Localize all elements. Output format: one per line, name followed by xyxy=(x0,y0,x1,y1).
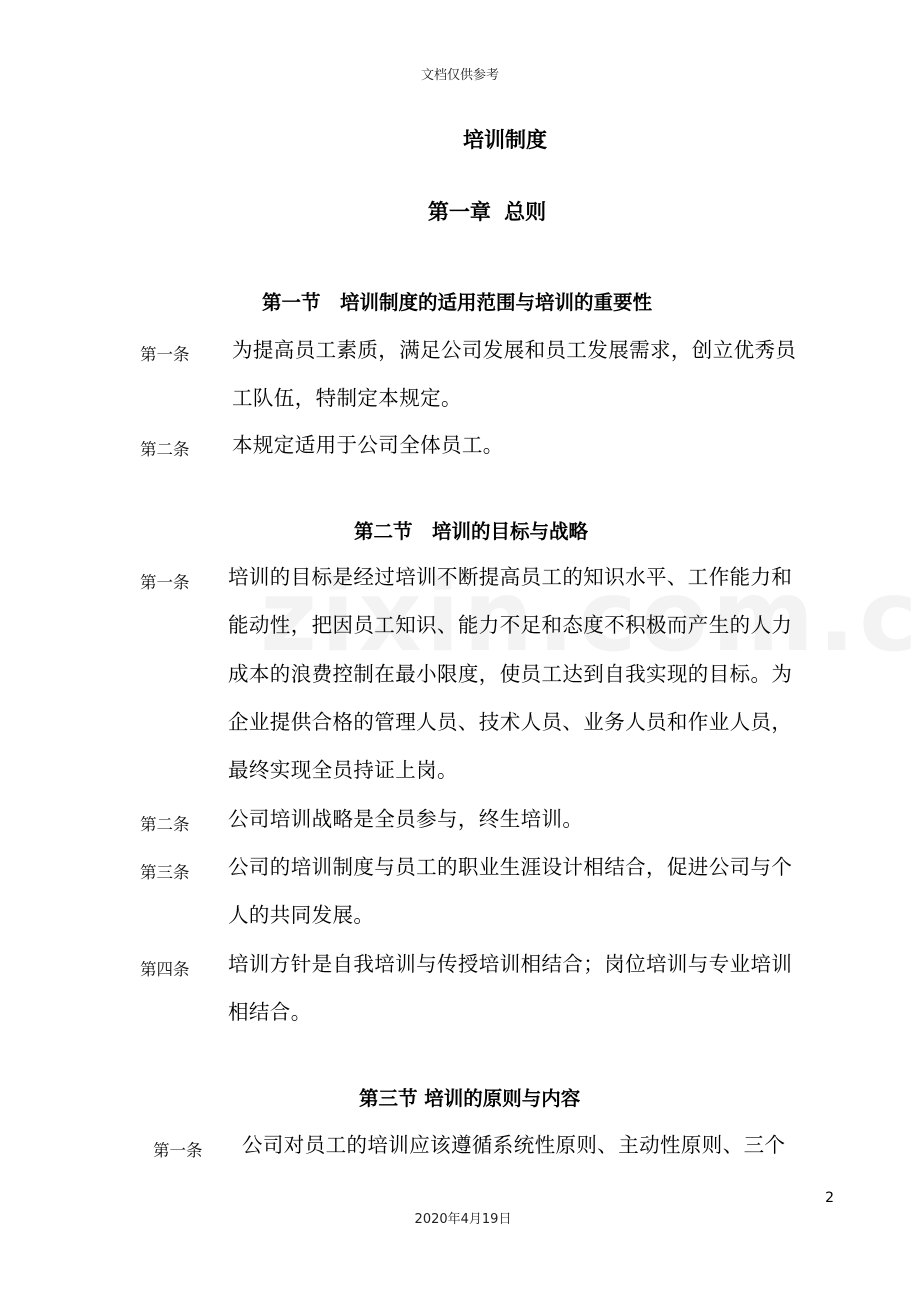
article-label: 第一条 xyxy=(140,573,190,592)
article-text-line: 能动性，把因员工知识、能力不足和态度不积极而产生的人力 xyxy=(228,613,793,637)
article-label: 第四条 xyxy=(140,960,190,979)
article-text-line: 为提高员工素质，满足公司发展和员工发展需求，创立优秀员 xyxy=(232,338,797,362)
article-text-line: 本规定适用于公司全体员工。 xyxy=(232,433,504,457)
page-footer: 2020年4月19日 xyxy=(414,1212,512,1227)
article-text-line: 培训方针是自我培训与传授培训相结合；岗位培训与专业培训 xyxy=(228,952,793,976)
article-label: 第二条 xyxy=(140,440,190,459)
article-label: 第一条 xyxy=(140,345,190,364)
article-text-line: 公司对员工的培训应该遵循系统性原则、主动性原则、三个 xyxy=(242,1133,786,1157)
watermark xyxy=(260,560,920,674)
article-text-line: 培训的目标是经过培训不断提高员工的知识水平、工作能力和 xyxy=(228,565,793,589)
article-text-line: 工队伍，特制定本规定。 xyxy=(232,386,462,410)
article-text-line: 最终实现全员持证上岗。 xyxy=(228,758,458,782)
article-text-line: 公司的培训制度与员工的职业生涯设计相结合，促进公司与个 xyxy=(228,855,793,879)
document-title: 培训制度 xyxy=(463,128,547,152)
article-text-line: 相结合。 xyxy=(228,1000,312,1024)
chapter-heading: 第一章 总则 xyxy=(427,200,547,224)
section-heading: 第一节 培训制度的适用范围与培训的重要性 xyxy=(262,291,653,314)
article-label: 第一条 xyxy=(153,1141,203,1160)
page-number: 2 xyxy=(825,1190,834,1206)
section-heading: 第二节 培训的目标与战略 xyxy=(354,520,589,543)
section-heading: 第三节 培训的原则与内容 xyxy=(359,1087,581,1110)
article-text-line: 人的共同发展。 xyxy=(228,903,375,927)
article-text-line: 公司培训战略是全员参与，终生培训。 xyxy=(228,807,584,831)
article-label: 第二条 xyxy=(140,815,190,834)
page-header: 文档仅供参考 xyxy=(420,68,499,83)
article-text-line: 企业提供合格的管理人员、技术人员、业务人员和作业人员， xyxy=(228,710,793,734)
article-text-line: 成本的浪费控制在最小限度，使员工达到自我实现的目标。为 xyxy=(228,662,793,686)
article-label: 第三条 xyxy=(140,863,190,882)
